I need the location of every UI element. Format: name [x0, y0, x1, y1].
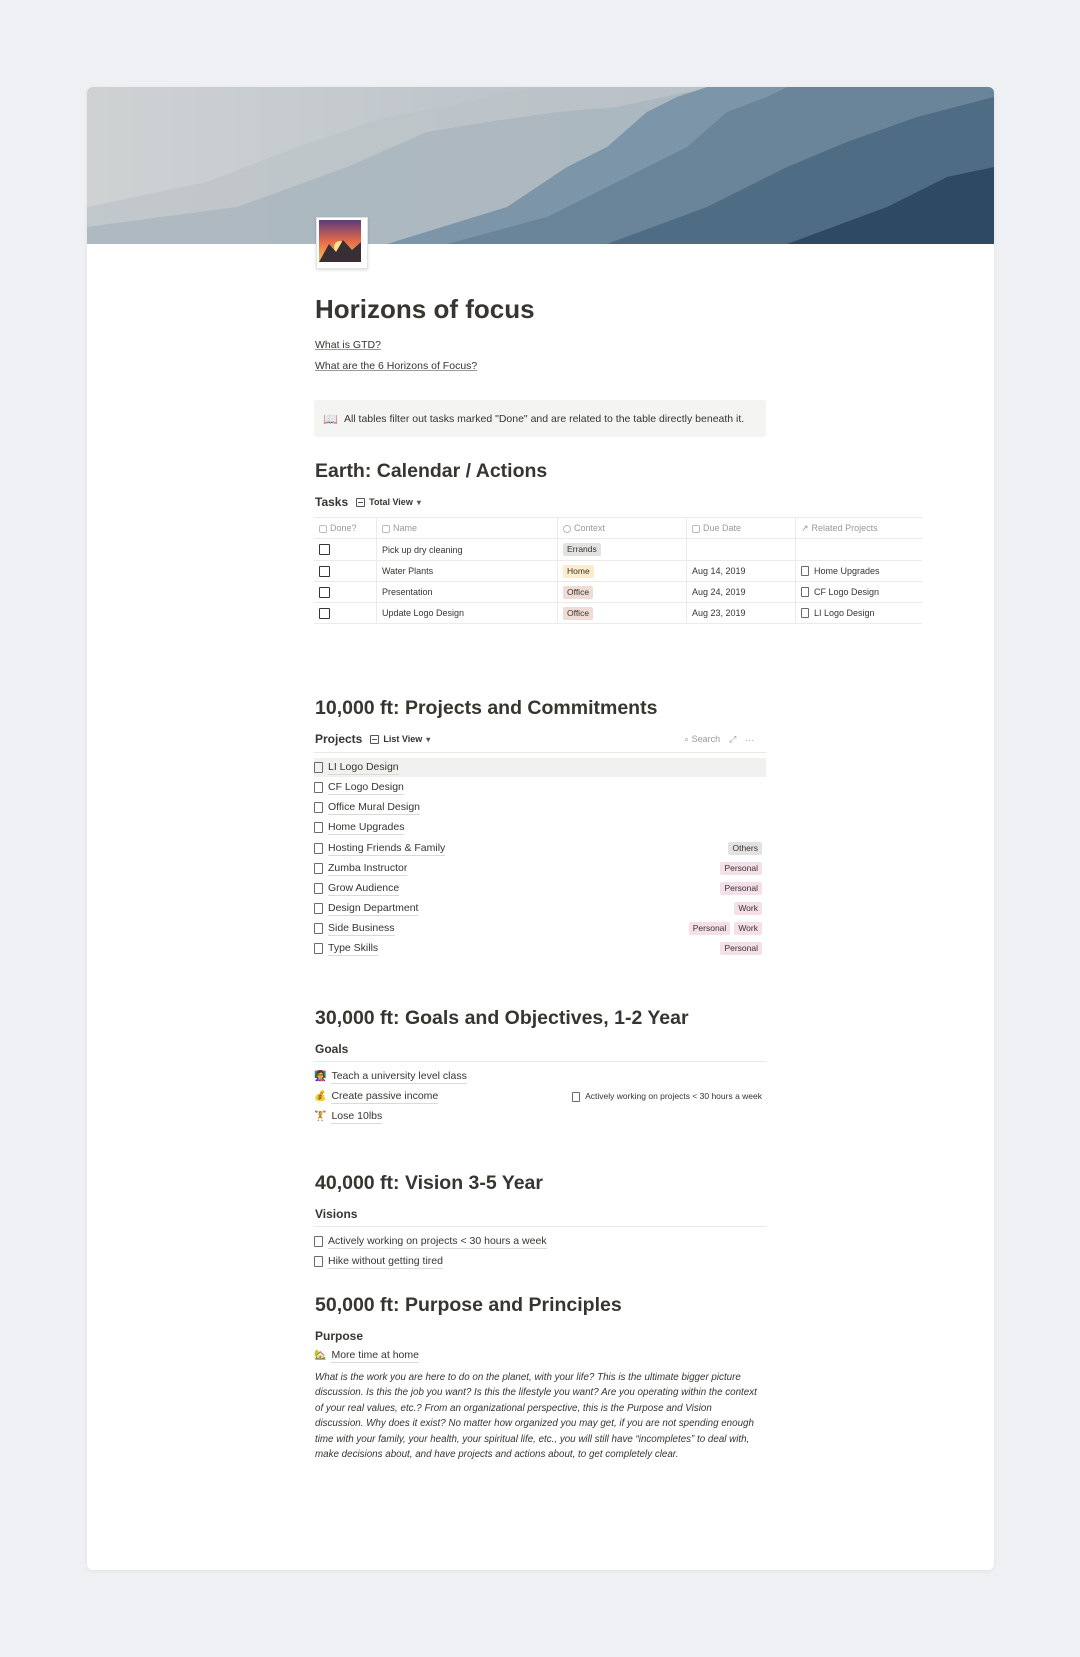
list-item[interactable] [314, 1252, 766, 1271]
done-cell [314, 582, 377, 603]
col-name[interactable]: Name [377, 518, 558, 539]
table-row[interactable] [314, 539, 922, 561]
page-icon[interactable] [316, 217, 368, 269]
text-icon [382, 525, 390, 533]
page-icon [314, 762, 323, 773]
goal-relation-label: Actively working on projects < 30 hours a week [585, 1091, 762, 1102]
done-checkbox[interactable] [319, 566, 330, 577]
page-card [87, 87, 994, 1570]
due-date-cell[interactable]: Aug 14, 2019 [687, 561, 796, 582]
list-item[interactable] [314, 758, 766, 777]
col-done[interactable]: Done? [314, 518, 377, 539]
list-item[interactable] [314, 798, 766, 817]
goal-name: Create passive income [331, 1089, 439, 1102]
done-checkbox[interactable] [319, 608, 330, 619]
goal-name: Teach a university level class [331, 1069, 467, 1082]
calendar-icon [692, 525, 700, 533]
divider [314, 752, 766, 753]
page-icon [314, 883, 323, 894]
section-heading-purpose: 50,000 ft: Purpose and Principles [315, 1294, 622, 1316]
project-name: Side Business [328, 921, 395, 934]
project-tags [689, 922, 762, 935]
category-tag: Personal [720, 942, 762, 955]
related-project-link[interactable]: Home Upgrades [814, 565, 880, 576]
due-date-cell[interactable] [687, 539, 796, 561]
page-icon [314, 1256, 323, 1267]
section-heading-visions: 40,000 ft: Vision 3-5 Year [315, 1172, 543, 1194]
section-heading-projects: 10,000 ft: Projects and Commitments [315, 697, 658, 719]
category-tag: Work [734, 902, 762, 915]
context-cell[interactable] [558, 582, 687, 603]
page-icon [314, 782, 323, 793]
house-icon: 🏡 [314, 1350, 327, 1361]
goals-db-title[interactable]: Goals [315, 1042, 349, 1056]
cover-image[interactable] [87, 87, 994, 244]
search-icon: ⌕ [684, 734, 690, 744]
list-icon [370, 735, 379, 744]
page-icon [314, 923, 323, 934]
context-cell[interactable] [558, 603, 687, 624]
weight-lifter-icon: 🏋 [314, 1111, 327, 1122]
info-callout [314, 400, 766, 437]
list-item[interactable] [314, 1346, 766, 1365]
project-name: Home Upgrades [328, 820, 405, 833]
project-name: CF Logo Design [328, 780, 404, 793]
project-name: Zumba Instructor [328, 861, 408, 874]
name-cell[interactable]: Presentation [377, 582, 558, 603]
table-header-row [314, 518, 922, 539]
category-tag: Others [728, 842, 762, 855]
context-cell[interactable] [558, 539, 687, 561]
vision-name: Hike without getting tired [328, 1254, 443, 1267]
open-book-icon: 📖 [323, 411, 338, 426]
related-project-cell[interactable] [796, 539, 923, 561]
context-cell[interactable] [558, 561, 687, 582]
related-project-cell[interactable] [796, 603, 923, 624]
context-tag: Office [563, 607, 593, 620]
projects-view-label: List View [383, 734, 423, 744]
page-icon [572, 1092, 580, 1102]
tasks-view-label: Total View [369, 497, 413, 507]
list-item[interactable] [314, 919, 766, 938]
name-cell[interactable]: Update Logo Design [377, 603, 558, 624]
checkbox-icon [319, 525, 327, 533]
vision-name: Actively working on projects < 30 hours a week [328, 1234, 547, 1247]
chevron-down-icon: ▾ [426, 734, 431, 744]
due-date-cell[interactable]: Aug 23, 2019 [687, 603, 796, 624]
done-cell [314, 539, 377, 561]
name-cell[interactable]: Pick up dry cleaning [377, 539, 558, 561]
callout-text: All tables filter out tasks marked "Done" and are related to the table directly beneath it. [343, 412, 745, 425]
related-project-cell[interactable] [796, 561, 923, 582]
related-project-link[interactable]: LI Logo Design [814, 607, 875, 618]
projects-db-header [315, 732, 430, 746]
more-options-icon[interactable]: ··· [745, 734, 755, 745]
page-icon [801, 608, 809, 618]
purpose-item-name: More time at home [331, 1348, 419, 1361]
expand-icon[interactable]: ⤢ [729, 734, 737, 744]
visions-db-title[interactable]: Visions [315, 1207, 358, 1221]
related-project-link[interactable]: CF Logo Design [814, 586, 880, 597]
purpose-description: What is the work you are here to do on the planet, with your life? This is the ultimate bigger picture discussion. Is this the job you want? Is this the lifestyle you want? Are you operating within the context of your real values, etc.? From an organizational perspective, this is the Purpose and Vision discussion. Why does it exist? No matter how organized you may get, if you are not spending enough time with your family, your health, your spiritual life, etc., you will still have “incompletes” to deal with, make decisions about, and have projects and actions about, to get completely clear. [315, 1372, 757, 1461]
table-row[interactable] [314, 582, 922, 603]
project-name: Grow Audience [328, 881, 400, 894]
tasks-view-switcher[interactable] [356, 497, 421, 507]
section-heading-goals: 30,000 ft: Goals and Objectives, 1-2 Year [315, 1007, 689, 1029]
project-name: Office Mural Design [328, 800, 421, 813]
page-icon [314, 843, 323, 854]
projects-view-switcher[interactable] [370, 734, 430, 744]
list-item[interactable] [314, 939, 766, 958]
chevron-down-icon: ▾ [416, 497, 421, 507]
page-icon [314, 1236, 323, 1247]
project-name: Type Skills [328, 941, 379, 954]
table-row[interactable] [314, 603, 922, 624]
done-checkbox[interactable] [319, 544, 330, 555]
list-item[interactable] [314, 839, 766, 858]
project-tags [728, 842, 762, 855]
list-item[interactable] [314, 879, 766, 898]
context-tag: Office [563, 586, 593, 599]
page-icon [314, 863, 323, 874]
list-item[interactable] [314, 1067, 766, 1086]
project-tags [720, 882, 762, 895]
list-item[interactable] [314, 859, 766, 878]
list-item[interactable] [314, 818, 766, 837]
list-item[interactable] [314, 1087, 766, 1106]
col-due-date[interactable]: Due Date [687, 518, 796, 539]
project-name: Design Department [328, 901, 419, 914]
page-icon [314, 802, 323, 813]
search-button[interactable]: ⌕ Search [684, 734, 721, 744]
link-six-horizons[interactable]: What are the 6 Horizons of Focus? [315, 360, 478, 372]
project-name: LI Logo Design [328, 760, 399, 773]
category-tag: Personal [720, 862, 762, 875]
category-tag: Personal [720, 882, 762, 895]
name-cell[interactable]: Water Plants [377, 561, 558, 582]
purpose-db-title[interactable]: Purpose [315, 1329, 364, 1343]
projects-db-title[interactable]: Projects [315, 732, 363, 746]
page-icon [314, 943, 323, 954]
link-what-is-gtd[interactable]: What is GTD? [315, 339, 381, 351]
tasks-db-title[interactable]: Tasks [315, 495, 349, 509]
done-cell [314, 603, 377, 624]
context-tag: Home [563, 565, 594, 578]
category-tag: Work [734, 922, 762, 935]
category-tag: Personal [689, 922, 731, 935]
col-context[interactable]: Context [558, 518, 687, 539]
divider [314, 1061, 766, 1062]
list-item[interactable] [314, 1232, 766, 1251]
tasks-db-header [315, 495, 421, 509]
project-name: Hosting Friends & Family [328, 841, 446, 854]
page-icon [801, 587, 809, 597]
section-heading-earth: Earth: Calendar / Actions [315, 460, 548, 482]
project-tags [720, 942, 762, 955]
context-tag: Errands [563, 543, 601, 556]
select-icon [563, 525, 571, 533]
due-date-cell[interactable]: Aug 24, 2019 [687, 582, 796, 603]
done-checkbox[interactable] [319, 587, 330, 598]
page-icon [314, 903, 323, 914]
relation-arrow-icon: ↗ [801, 522, 809, 533]
project-tags [734, 902, 762, 915]
page-icon [801, 566, 809, 576]
sunrise-icon [319, 220, 361, 262]
page-icon [314, 822, 323, 833]
goal-relation[interactable] [572, 1091, 762, 1102]
project-tags [720, 862, 762, 875]
projects-toolbar [684, 734, 754, 745]
tasks-table [314, 517, 922, 624]
related-project-cell[interactable] [796, 582, 923, 603]
divider [314, 1226, 766, 1227]
teacher-icon: 👩‍🏫 [314, 1071, 327, 1082]
page-title: Horizons of focus [315, 294, 535, 324]
list-item[interactable] [314, 899, 766, 918]
table-row[interactable] [314, 561, 922, 582]
list-item[interactable] [314, 1107, 766, 1126]
col-related-projects[interactable]: ↗ Related Projects [796, 518, 923, 539]
done-cell [314, 561, 377, 582]
list-item[interactable] [314, 778, 766, 797]
money-bag-icon: 💰 [314, 1091, 327, 1102]
table-icon [356, 498, 365, 507]
goal-name: Lose 10lbs [331, 1109, 383, 1122]
